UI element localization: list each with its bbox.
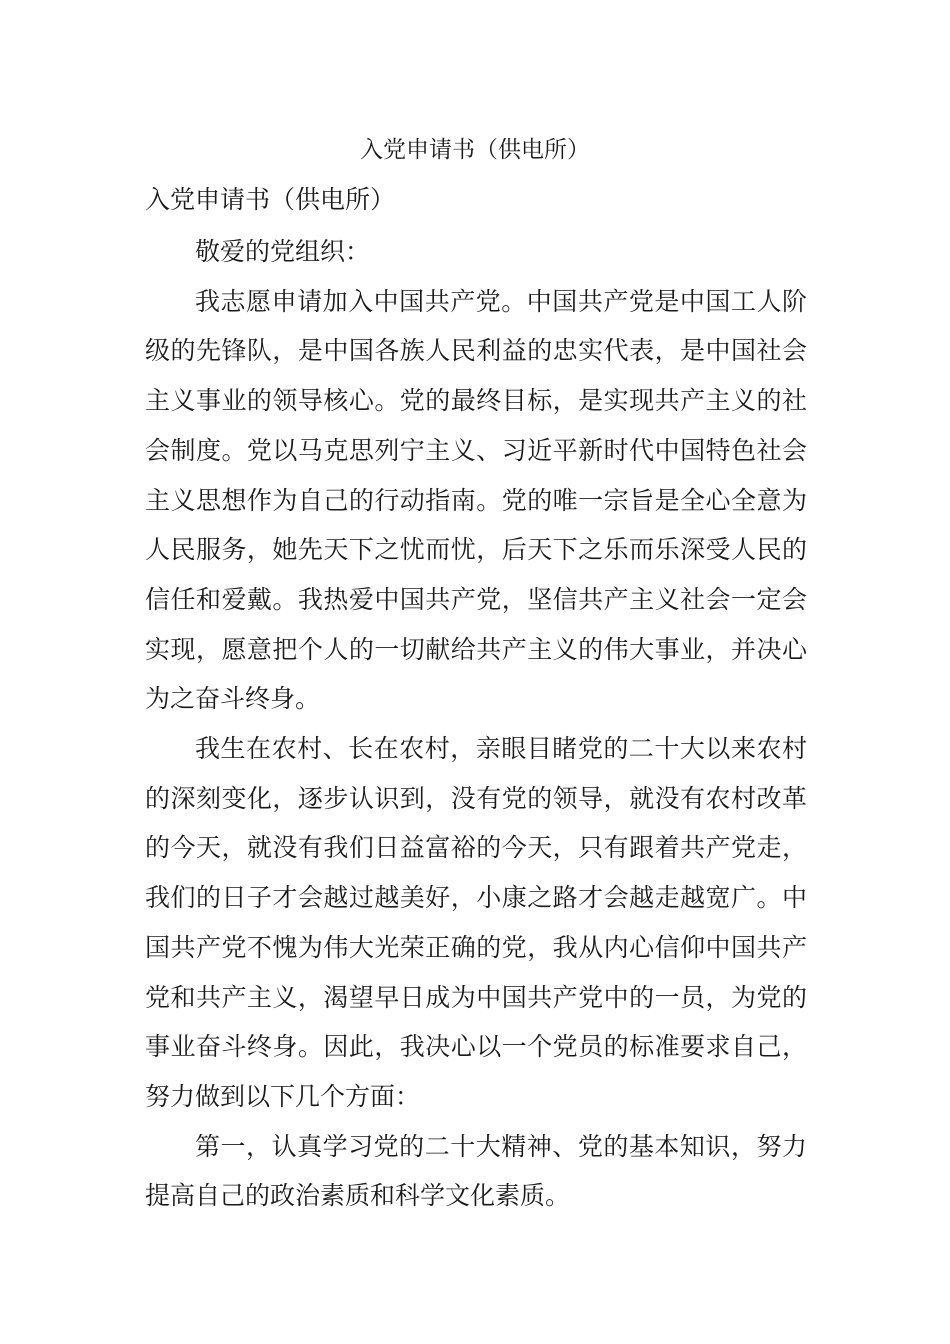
document-body [145,227,807,1221]
paragraph-2: 我生在农村、长在农村，亲眼目睹党的二十大以来农村的深刻变化，逐步认识到，没有党的领导，就没有农村改革的今天，就没有我们日益富裕的今天，只有跟着共产党走，我们的日子才会越过越美好，小康之路才会越走越宽广。中国共产党不愧为伟大光荣正确的党，我从内心信仰中国共产党和共产主义，渴望早日成为中国共产党中的一员，为党的事业奋斗终身。因此，我决心以一个党员的标准要求自己，努力做到以下几个方面： [145,734,807,1111]
paragraph-3: 第一，认真学习党的二十大精神、党的基本知识，努力提高自己的政治素质和科学文化素质。 [145,1131,807,1211]
document-subtitle: 入党申请书（供电所） [145,185,396,214]
document-title: 入党申请书（供电所） [360,137,590,163]
salutation: 敬爱的党组织： [195,237,371,266]
paragraph-1: 我志愿申请加入中国共产党。中国共产党是中国工人阶级的先锋队，是中国各族人民利益的忠实代表，是中国社会主义事业的领导核心。党的最终目标，是实现共产主义的社会制度。党以马克思列宁主义、习近平新时代中国特色社会主义思想作为自己的行动指南。党的唯一宗旨是全心全意为人民服务，她先天下之忧而忧，后天下之乐而乐深受人民的信任和爱戴。我热爱中国共产党，坚信共产主义社会一定会实现，愿意把个人的一切献给共产主义的伟大事业，并决心为之奋斗终身。 [145,286,807,714]
